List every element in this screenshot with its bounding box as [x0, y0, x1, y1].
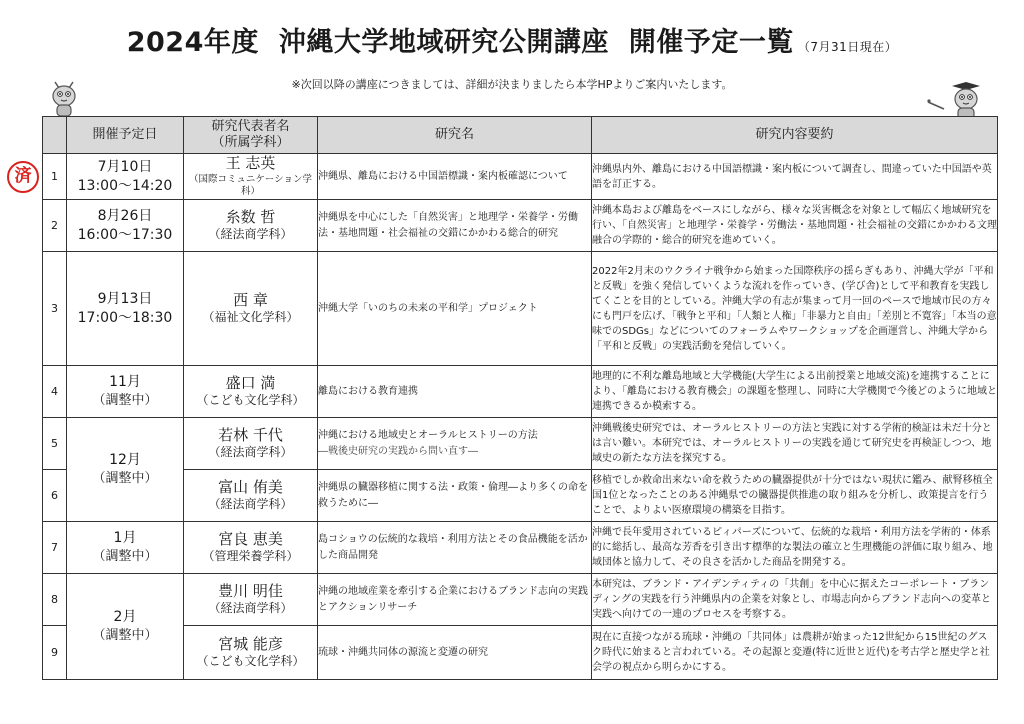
table-row — [43, 626, 998, 680]
presenter-name: 富山 侑美 — [218, 477, 283, 496]
research-summary: 沖縄戦後史研究では、オーラルヒストリーの方法と実践に対する学術的検証は未だ十分とは言い難い。本研究では、オーラルヒストリーの実践を通じて研究史を再検証しつつ、地域史の新たな方法を探究する。 — [592, 418, 998, 470]
research-title: 沖縄大学「いのちの未来の平和学」プロジェクト — [318, 252, 592, 366]
research-subtitle: ―戦後史研究の実践から問い直す― — [318, 445, 478, 457]
table-row — [43, 252, 998, 366]
mascot-left-icon — [46, 76, 82, 118]
col-summary-header: 研究内容要約 — [592, 117, 998, 154]
col-no-header — [43, 117, 67, 154]
presenter-name: 西 章 — [233, 290, 268, 309]
as-of-date: （7月31日現在） — [797, 40, 898, 54]
presenter-cell — [184, 154, 318, 200]
table-header-row — [43, 117, 998, 154]
table-row — [43, 366, 998, 418]
col-presenter-header: 研究代表者名 （所属学科） — [184, 117, 318, 154]
title-year: 2024年度 — [126, 27, 259, 58]
row-number: 3 — [43, 252, 67, 366]
research-title: 沖縄における地域史とオーラルヒストリーの方法 ―戦後史研究の実践から問い直す― — [318, 418, 592, 470]
table-row — [43, 418, 998, 470]
presenter-name: 若林 千代 — [218, 425, 283, 444]
research-summary: 移植でしか救命出来ない命を救うための臓器提供が十分ではない現状に鑑み、献腎移植全国1位となったことのある沖縄県での臓器提供推進の取り組みを分析し、政策提言を行うことで、よりよい医療環境の構築を目指す。 — [592, 470, 998, 522]
date-cell: 9月13日 17:00～18:30 — [67, 252, 184, 366]
date-cell: 1月 （調整中） — [67, 522, 184, 574]
research-title: 沖縄県を中心にした「自然災害」と地理学・栄養学・労働法・基地問題・社会福祉の交錯にかかわる総合的研究 — [318, 200, 592, 252]
title-main: 沖縄大学地域研究公開講座 — [278, 27, 609, 58]
research-summary: 沖縄県内外、離島における中国語標識・案内板について調査し、間違っていた中国語や英語を訂正する。 — [592, 154, 998, 200]
research-summary: 沖縄で長年愛用されているピィパーズについて、伝統的な栽培・利用方法を学術的・体系的に総括し、最高な芳香を引き出す標準的な製法の確立と生理機能の評価に取り組み、地域団体と協力して、その良さを活かした商品を開発する。 — [592, 522, 998, 574]
row-number: 4 — [43, 366, 67, 418]
presenter-dept: （国際コミュニケーション学科） — [189, 173, 312, 198]
row-number: 2 — [43, 200, 67, 252]
presenter-dept: （経法商学科） — [208, 497, 293, 512]
research-summary: 本研究は、ブランド・アイデンティティの「共創」を中心に据えたコーポレート・ブランディングの実践を行う沖縄県内の企業を対象とし、市場志向からブランド志向への変革と実践へ向けての一連のプロセスを考察する。 — [592, 574, 998, 626]
presenter-cell — [184, 252, 318, 366]
presenter-dept: （福祉文化学科） — [202, 310, 299, 325]
presenter-dept: （経法商学科） — [208, 227, 293, 242]
presenter-name: 糸数 哲 — [225, 207, 276, 226]
presenter-cell — [184, 470, 318, 522]
research-summary: 2022年2月末のウクライナ戦争から始まった国際秩序の揺らぎもあり、沖縄大学が「平和と反戦」を強く発信していくような流れを作っていき、(学び舎)として平和教育を実践してくことを目的としている。沖縄大学の有志が集まって月一回のペースで地域市民の方々にも門戸を広げ、「戦争と平和」「人類と人権」「非暴力と自由」「差別と不寛容」「本当の意味でのSDGs」などについてのフォーラムやワークショップを企画運営し、沖縄大学から「平和と反戦」の実践活動を発信していく。 — [592, 252, 998, 366]
presenter-cell — [184, 574, 318, 626]
presenter-name: 王 志英 — [225, 154, 276, 173]
presenter-name: 盛口 満 — [225, 373, 276, 392]
table-row — [43, 574, 998, 626]
research-title: 琉球・沖縄共同体の源流と変遷の研究 — [318, 626, 592, 680]
table-row — [43, 154, 998, 200]
presenter-dept: （経法商学科） — [208, 601, 293, 616]
research-summary: 地理的に不利な離島地域と大学機能(大学生による出前授業と地域交流)を連携することにより、「離島における教育機会」の課題を整理し、同時に大学機関で今後どのように地域と連携できるか模索する。 — [592, 366, 998, 418]
presenter-name: 宮良 恵美 — [218, 529, 283, 548]
presenter-dept: （こども文化学科） — [196, 393, 305, 408]
row-number: 6 — [43, 470, 67, 522]
title-tail: 開催予定一覧 — [628, 27, 794, 58]
row-number: 8 — [43, 574, 67, 626]
presenter-cell — [184, 626, 318, 680]
presenter-name: 豊川 明佳 — [218, 581, 283, 600]
completed-stamp: 済 — [7, 161, 39, 193]
table-row — [43, 470, 998, 522]
research-title: 離島における教育連携 — [318, 366, 592, 418]
research-summary: 現在に直接つながる琉球・沖縄の「共同体」は農耕が始まった12世紀から15世紀のグスク時代に始まると言われている。その起源と変遷(特に近世と近代)を考古学と歴史学と社会学の視点から明らかにする。 — [592, 626, 998, 680]
notice-text: ※次回以降の講座につきましては、詳細が決まりましたら本学HPよりご案内いたします。 — [291, 78, 733, 91]
date-cell: 8月26日 16:00～17:30 — [67, 200, 184, 252]
presenter-dept: （こども文化学科） — [196, 654, 305, 669]
schedule-table — [42, 116, 998, 680]
col-date-header: 開催予定日 — [67, 117, 184, 154]
page-title — [0, 20, 1024, 59]
research-summary: 沖縄本島および離島をベースにしながら、様々な災害概念を対象として幅広く地域研究を行い、「自然災害」と地理学・栄養学・労働法・基地問題・社会福祉の交錯にかかわる文理融合の学際的・総合的研究を進めていく。 — [592, 200, 998, 252]
research-title: 沖縄の地域産業を牽引する企業におけるブランド志向の実践とアクションリサーチ — [318, 574, 592, 626]
research-title: 島コショウの伝統的な栽培・利用方法とその食品機能を活かした商品開発 — [318, 522, 592, 574]
row-number: 5 — [43, 418, 67, 470]
date-cell: 12月 （調整中） — [67, 418, 184, 522]
table-row — [43, 200, 998, 252]
col-theme-header: 研究名 — [318, 117, 592, 154]
date-cell: 11月 （調整中） — [67, 366, 184, 418]
date-cell: 2月 （調整中） — [67, 574, 184, 680]
presenter-dept: （経法商学科） — [208, 445, 293, 460]
row-number: 9 — [43, 626, 67, 680]
presenter-cell — [184, 200, 318, 252]
presenter-dept: （管理栄養学科） — [202, 549, 299, 564]
row-number: 1 — [43, 154, 67, 200]
presenter-cell — [184, 418, 318, 470]
presenter-cell — [184, 522, 318, 574]
presenter-name: 宮城 能彦 — [218, 634, 283, 653]
date-cell: 7月10日 13:00～14:20 — [67, 154, 184, 200]
table-row — [43, 522, 998, 574]
research-title: 沖縄県、離島における中国語標識・案内板確認について — [318, 154, 592, 200]
presenter-cell — [184, 366, 318, 418]
research-title: 沖縄県の臓器移植に関する法・政策・倫理―より多くの命を救うために― — [318, 470, 592, 522]
row-number: 7 — [43, 522, 67, 574]
